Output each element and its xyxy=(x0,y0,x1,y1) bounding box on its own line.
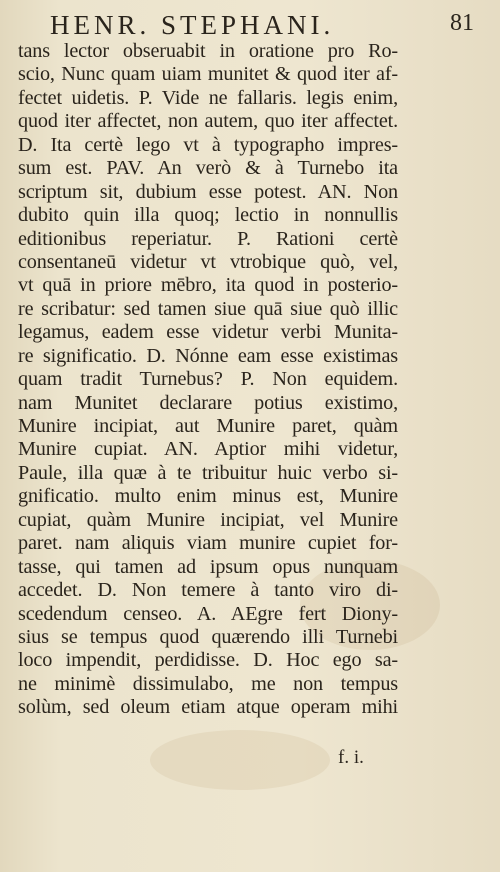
text-line: vt quā in priore mēbro, ita quod in posterio- xyxy=(18,274,398,297)
text-line: quod iter affectet, non autem, quo iter affectet. xyxy=(18,110,398,133)
page-header xyxy=(20,6,480,40)
text-line: legamus, eadem esse videtur verbi Munita- xyxy=(18,321,398,344)
text-line: D. Ita certè lego vt à typographo impres- xyxy=(18,133,398,156)
text-line: scedendum censeo. A. AEgre fert Diony- xyxy=(18,602,398,625)
text-line: re significatio. D. Nónne eam esse existimas xyxy=(18,344,398,367)
text-line: scio, Nunc quam uiam munitet & quod iter af- xyxy=(18,63,398,86)
text-line: tans lector obseruabit in oratione pro Ro- xyxy=(18,40,398,62)
text-line: scriptum sit, dubium esse potest. AN. Non xyxy=(18,180,398,203)
text-line: accedet. D. Non temere à tanto viro di- xyxy=(18,579,398,602)
body-text xyxy=(18,40,398,720)
text-line: consentaneū videtur vt vtrobique quò, vel, xyxy=(18,250,398,273)
text-line: sius se tempus quod quærendo illi Turnebi xyxy=(18,625,398,648)
text-line: tasse, qui tamen ad ipsum opus nunquam xyxy=(18,555,398,578)
text-line: Munire incipiat, aut Munire paret, quàm xyxy=(18,415,398,437)
running-head: HENR. STEPHANI. xyxy=(50,10,335,40)
signature-mark: f. i. xyxy=(338,747,364,768)
text-line: Munire cupiat. AN. Aptior mihi videtur, xyxy=(18,438,398,461)
page-number: 81 xyxy=(450,10,474,36)
text-line: fectet uidetis. P. Vide ne fallaris. legis enim, xyxy=(18,86,398,109)
text-line: paret. nam aliquis viam munire cupiet for- xyxy=(18,532,398,555)
text-line: Paule, illa quæ à te tribuitur huic verbo si- xyxy=(18,461,398,484)
text-line: nam Munitet declarare potius existimo, xyxy=(18,391,398,414)
text-line: dubito quin illa quoq; lectio in nonnullis xyxy=(18,204,398,227)
text-line: ne minimè dissimulabo, me non tempus xyxy=(18,672,398,695)
text-line: gnificatio. multo enim minus est, Munire xyxy=(18,485,398,508)
text-line: cupiat, quàm Munire incipiat, vel Munire xyxy=(18,508,398,531)
text-line: quam tradit Turnebus? P. Non equidem. xyxy=(18,368,398,391)
text-line: loco impendit, perdidisse. D. Hoc ego sa- xyxy=(18,649,398,672)
text-line: editionibus reperiatur. P. Rationi certè xyxy=(18,227,398,250)
text-line: sum est. PAV. An verò & à Turnebo ita xyxy=(18,157,398,180)
paper-stain xyxy=(150,730,330,790)
text-line: re scribatur: sed tamen siue quā siue quò illic xyxy=(18,297,398,320)
text-line: solùm, sed oleum etiam atque operam mihi xyxy=(18,696,398,719)
